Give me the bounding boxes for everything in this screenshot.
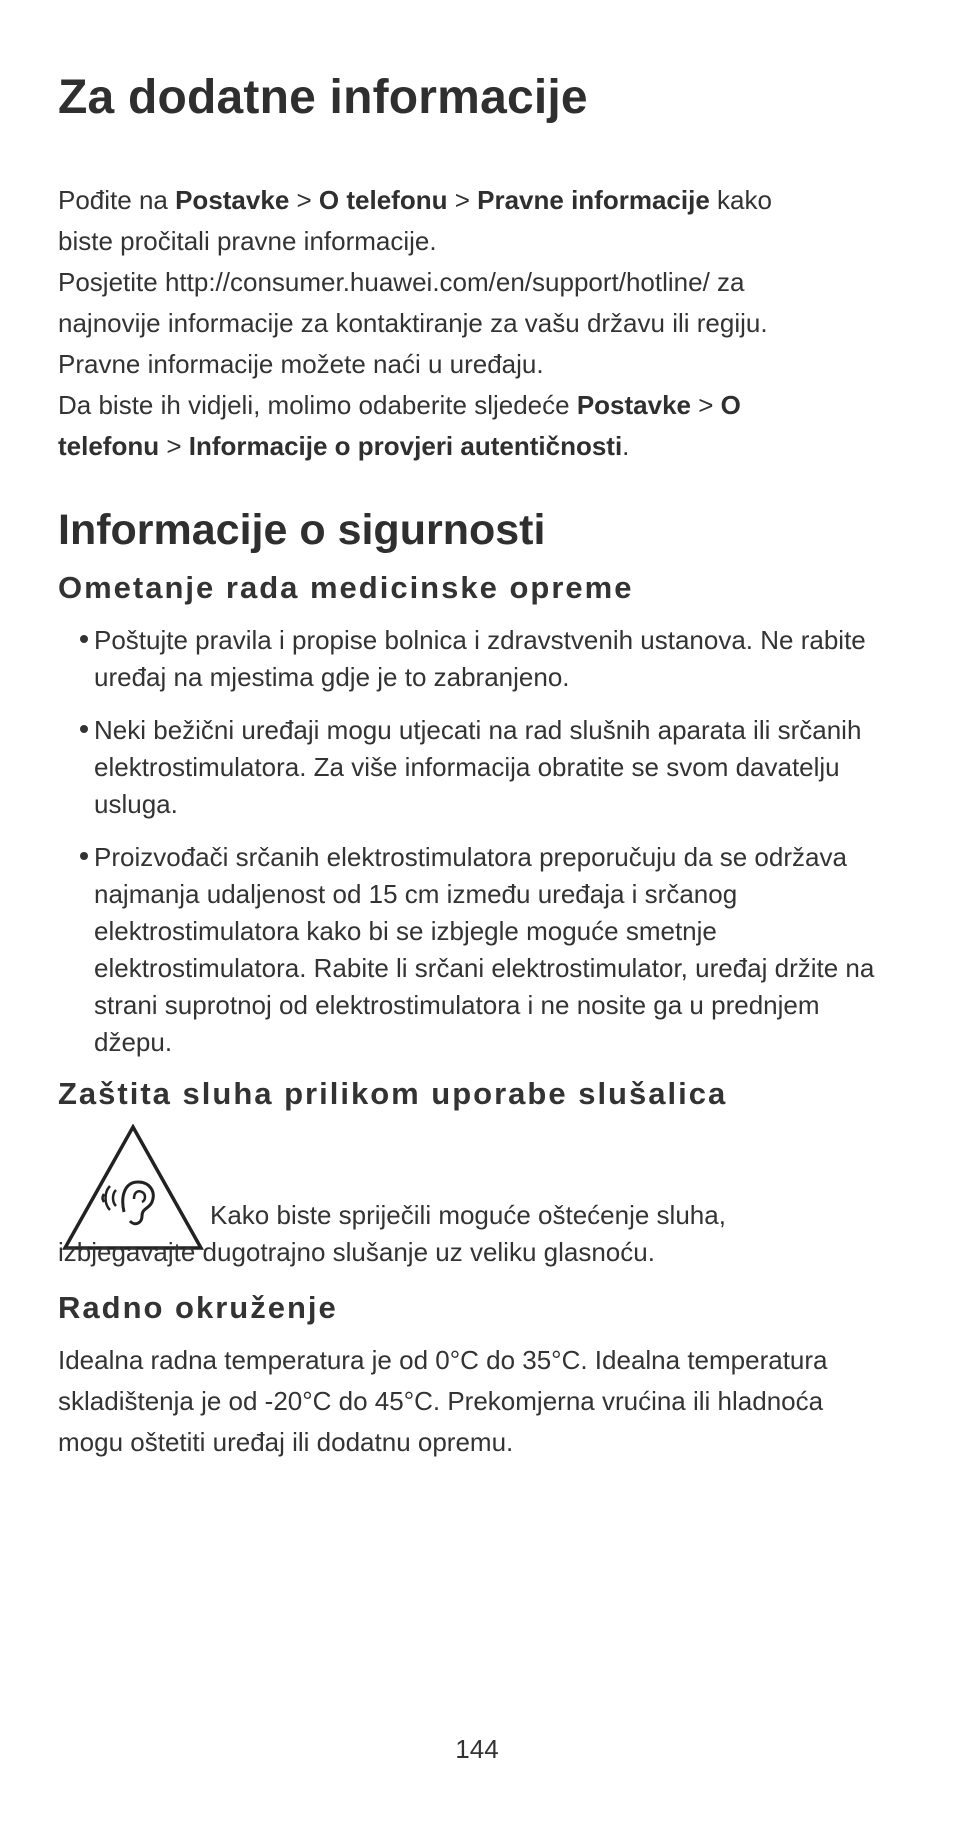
menu-path-about-phone: O [720,390,741,420]
menu-path-about-phone: O telefonu [318,185,448,215]
menu-path-settings: Postavke [175,185,290,215]
hearing-warning-text: izbjegavajte dugotrajno slušanje uz veliku glasnoću. [58,1237,655,1267]
environment-paragraph: Idealna radna temperatura je od 0°C do 35°C. Idealna temperatura skladištenja je od -20°C do 45°C. Prekomjerna vrućina ili hladnoća mogu oštetiti uređaj ili dodatnu opremu. [58,1345,828,1457]
medical-bullet-list [78,622,878,1077]
environment-heading: Radno okruženje [58,1290,338,1325]
list-item: Poštujte pravila i propise bolnica i zdravstvenih ustanova. Ne rabite uređaj na mjestima gdje je to zabranjeno. [78,622,878,696]
hearing-heading: Zaštita sluha prilikom uporabe slušalica [58,1076,728,1111]
list-item: Neki bežični uređaji mogu utjecati na rad slušnih aparata ili srčanih elektrostimulatora. Za više informacija obratite se svom davatelju usluga. [78,712,878,823]
medical-heading: Ometanje rada medicinske opreme [58,570,634,605]
path-separator: > [447,185,478,215]
intro-text: kako [709,185,772,215]
menu-path-settings: Postavke [576,390,691,420]
intro-text: . [622,431,630,461]
page-title: Za dodatne informacije [58,71,588,124]
intro-line-5: Pravne informacije možete naći u uređaju. [58,349,544,379]
page-number: 144 [455,1734,499,1764]
intro-line-6 [58,385,878,426]
path-separator: > [691,390,721,420]
path-separator: > [159,431,189,461]
intro-line-2: biste pročitali pravne informacije. [58,226,437,256]
intro-line-1 [58,180,878,221]
intro-text: Pođite na [58,185,176,215]
list-item: Proizvođači srčanih elektrostimulatora preporučuju da se održava najmanja udaljenost od 15 cm između uređaja i srčanog elektrostimulatora kako bi se izbjegle moguće smetnje elektrostimulatora. Rabite li srčani elektrostimulator, uređaj držite na strani suprotnoj od elektrostimulatora i ne nosite ga u prednjem džepu. [78,839,878,1061]
intro-line-7 [58,426,878,467]
intro-line-3: Posjetite http://consumer.huawei.com/en/support/hotline/ za [58,267,745,297]
menu-path-legal: Pravne informacije [477,185,710,215]
intro-text: Da biste ih vidjeli, molimo odaberite sljedeće [58,390,577,420]
safety-heading: Informacije o sigurnosti [58,506,546,554]
intro-line-4: najnovije informacije za kontaktiranje za vašu državu ili regiju. [58,308,768,338]
path-separator: > [289,185,319,215]
intro-paragraph [58,180,878,467]
hearing-warning-text: Kako biste spriječili moguće oštećenje sluha, [210,1200,726,1230]
menu-path-about-phone: telefonu [58,431,160,461]
menu-path-authentication: Informacije o provjeri autentičnosti [188,431,623,461]
